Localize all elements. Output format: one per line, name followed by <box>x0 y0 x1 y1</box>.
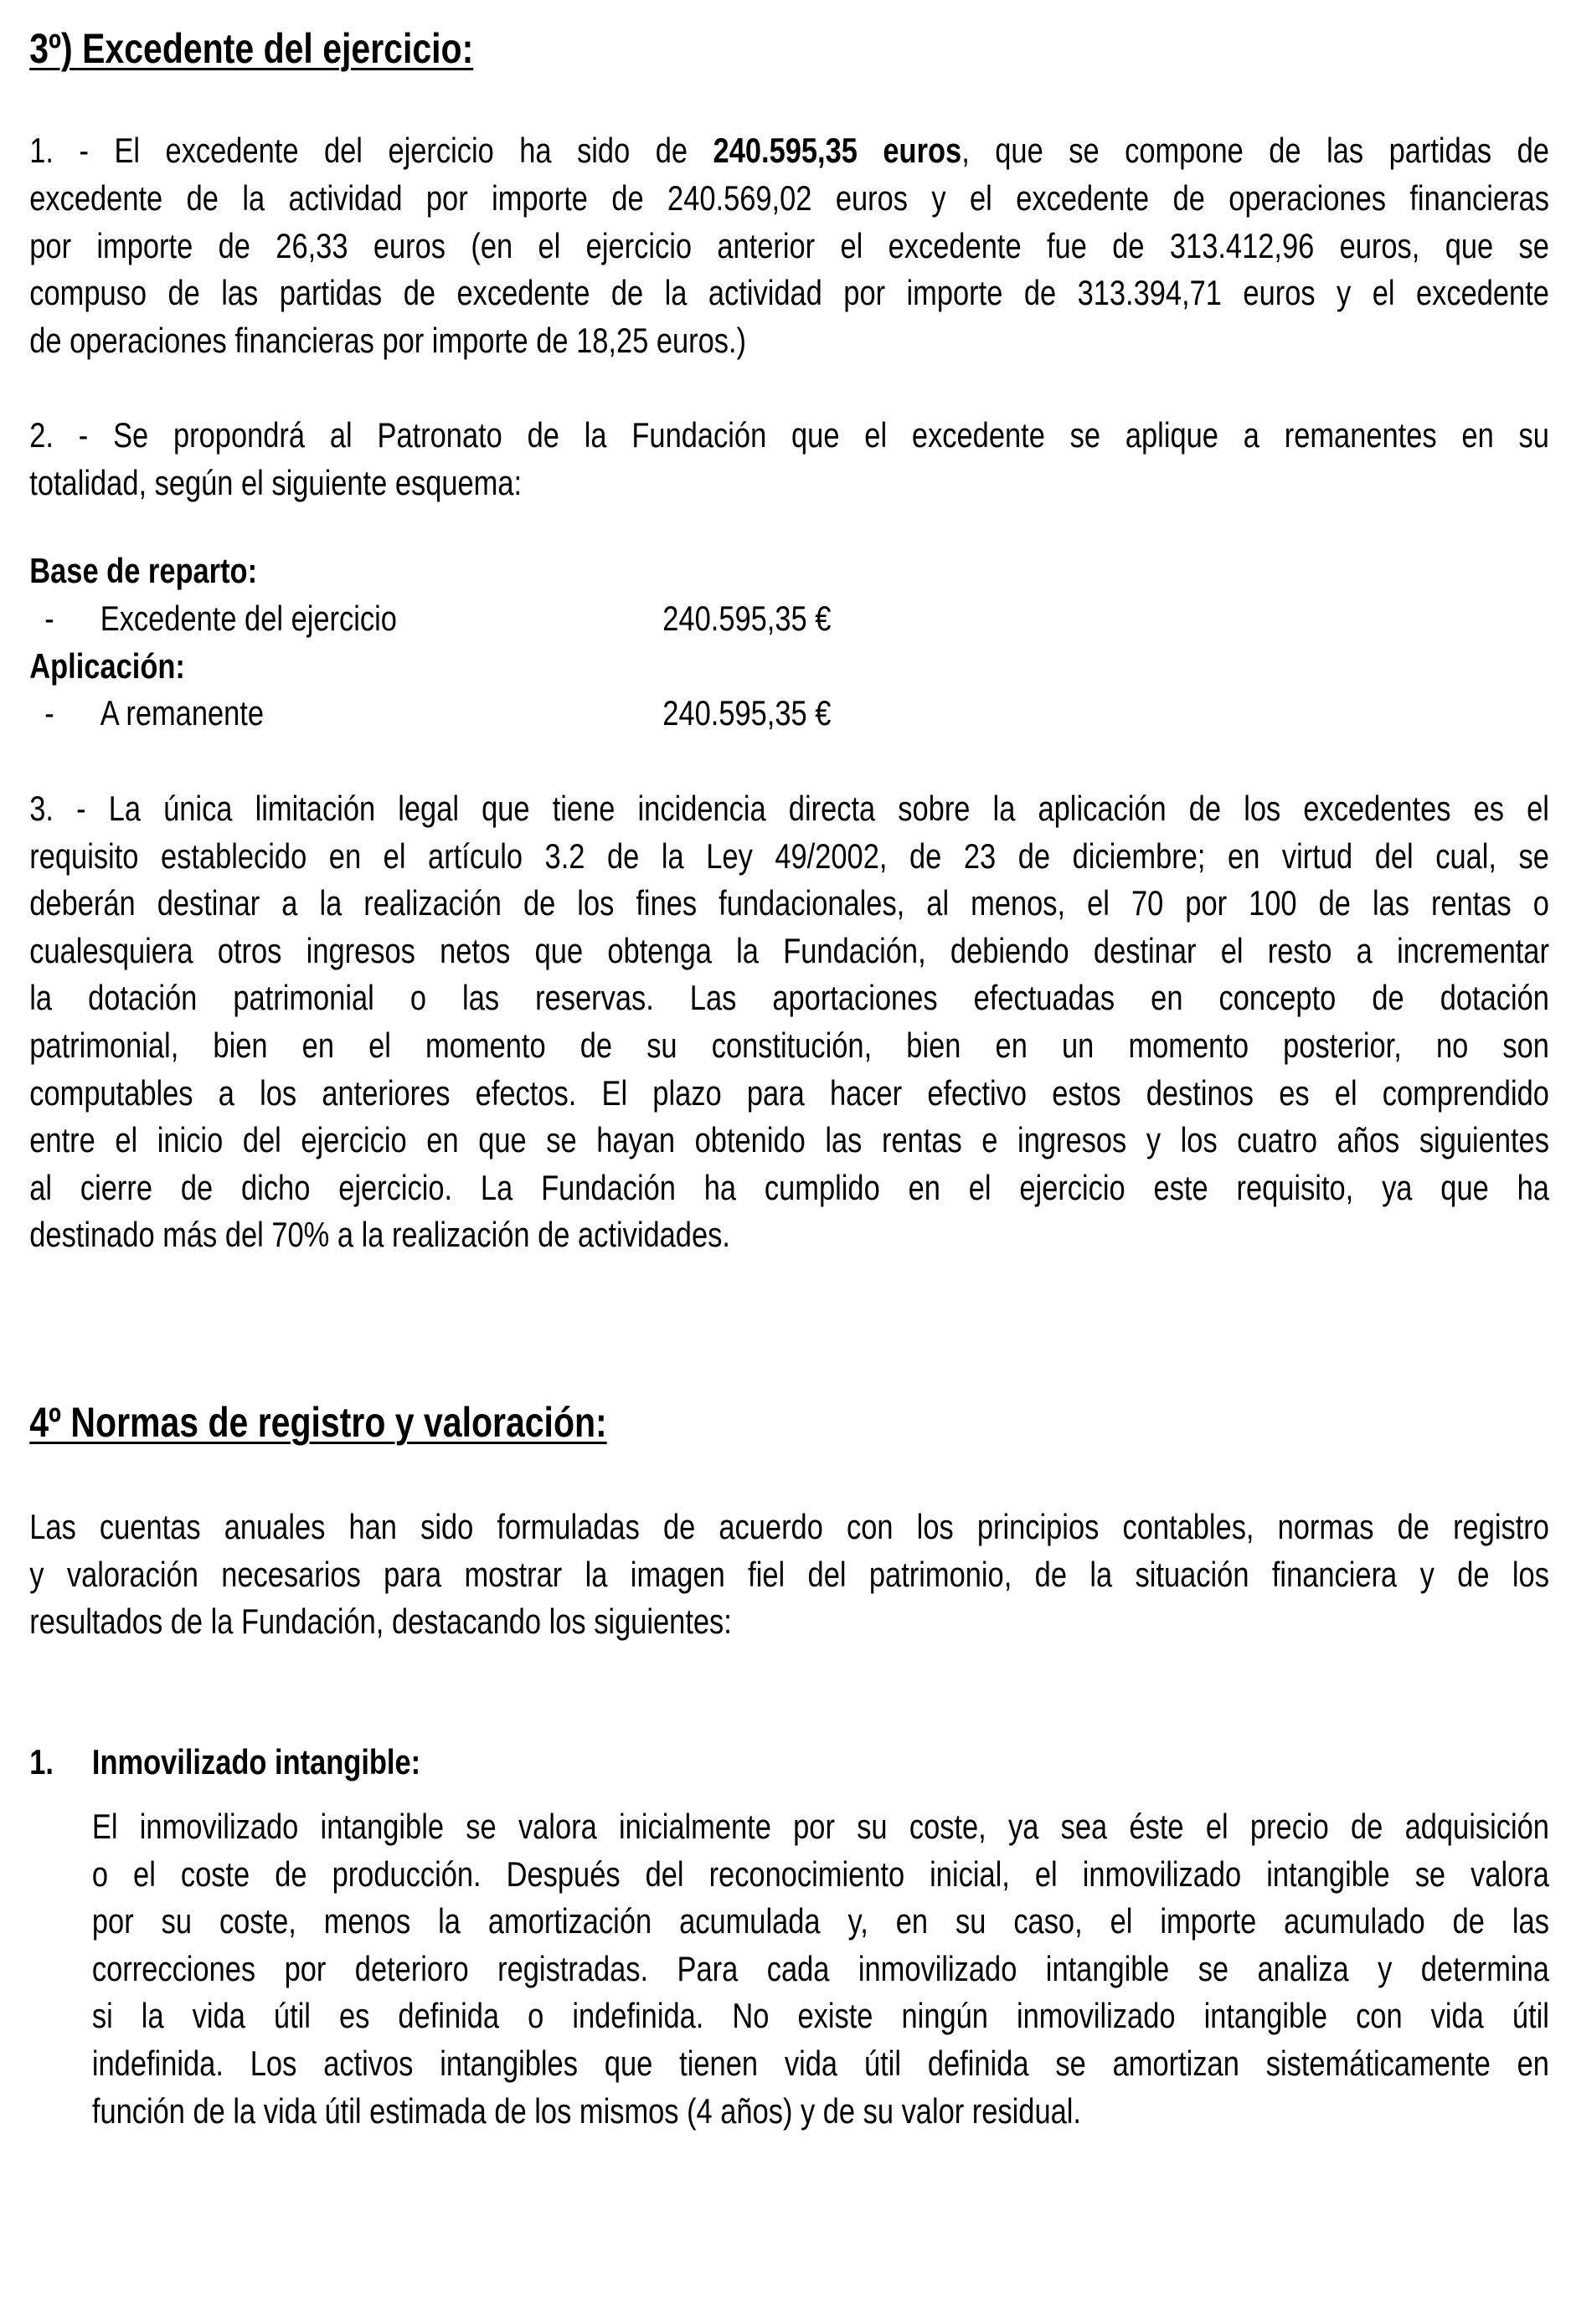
paragraph-line: al cierre de dicho ejercicio. La Fundación ha cumplido en el ejercicio este requisito, ya que ha <box>29 1167 1549 1207</box>
paragraph-line: si la vida útil es definida o indefinida. No existe ningún inmovilizado intangible con vida útil <box>91 1996 1549 2036</box>
paragraph-line: computables a los anteriores efectos. El plazo para hacer efectivo estos destinos es el comprendido <box>29 1072 1549 1113</box>
paragraph-line: 3. - La única limitación legal que tiene incidencia directa sobre la aplicación de los excedentes es el <box>29 789 1549 828</box>
paragraph-line: El inmovilizado intangible se valora inicialmente por su coste, ya sea éste el precio de adquisición <box>91 1807 1549 1846</box>
paragraph-line: destinado más del 70% a la realización de actividades. <box>29 1215 730 1255</box>
paragraph-line: por importe de 26,33 euros (en el ejercicio anterior el excedente fue de 313.412,96 euros, que se <box>29 225 1549 265</box>
base-item-label: Excedente del ejercicio <box>100 599 397 638</box>
paragraph-line: de operaciones financieras por importe de 18,25 euros.) <box>29 320 747 360</box>
paragraph-line: 2. - Se propondrá al Patronato de la Fundación que el excedente se aplique a remanentes en su <box>29 415 1549 455</box>
paragraph-line: y valoración necesarios para mostrar la imagen fiel del patrimonio, de la situación financiera y de los <box>29 1554 1549 1594</box>
paragraph-line: cualesquiera otros ingresos netos que obtenga la Fundación, debiendo destinar el resto a incrementar <box>29 930 1549 970</box>
surplus-amount: 240.595,35 euros <box>713 131 962 170</box>
paragraph-line: correcciones por deterioro registradas. Para cada inmovilizado intangible se analiza y determina <box>91 1948 1549 1988</box>
section-4-heading: 4º Normas de registro y valoración: <box>29 1399 607 1446</box>
paragraph-1-line <box>29 126 1549 174</box>
base-item-amount: 240.595,35 € <box>662 599 832 638</box>
application-label: Aplicación: <box>29 646 185 686</box>
paragraph-line: resultados de la Fundación, destacando los siguientes: <box>29 1602 732 1642</box>
paragraph-line: o el coste de producción. Después del reconocimiento inicial, el inmovilizado intangible se valora <box>91 1854 1549 1894</box>
paragraph-line: función de la vida útil estimada de los mismos (4 años) y de su valor residual. <box>91 2090 1081 2131</box>
paragraph-line: compuso de las partidas de excedente de la actividad por importe de 313.394,71 euros y el excedente <box>29 273 1549 313</box>
section-3-heading: 3º) Excedente del ejercicio: <box>29 25 474 72</box>
item-number: 1. <box>29 1742 54 1782</box>
paragraph-line: deberán destinar a la realización de los fines fundacionales, al menos, el 70 por 100 de las rentas o <box>29 883 1549 923</box>
paragraph-line: por su coste, menos la amortización acumulada y, en su caso, el importe acumulado de las <box>91 1901 1549 1941</box>
application-item-amount: 240.595,35 € <box>662 693 832 733</box>
paragraph-line: requisito establecido en el artículo 3.2 de la Ley 49/2002, de 23 de diciembre; en virtud del cual, se <box>29 836 1549 876</box>
paragraph-line: entre el inicio del ejercicio en que se hayan obtenido las rentas e ingresos y los cuatro años siguientes <box>29 1120 1549 1160</box>
paragraph-line: excedente de la actividad por importe de 240.569,02 euros y el excedente de operaciones financieras <box>29 178 1549 218</box>
text: , que se compone de las partidas de <box>961 131 1549 170</box>
paragraph-line: la dotación patrimonial o las reservas. Las aportaciones efectuadas en concepto de dotación <box>29 978 1549 1018</box>
list-dash: - <box>44 693 54 733</box>
paragraph-line: Las cuentas anuales han sido formuladas de acuerdo con los principios contables, normas de registro <box>29 1507 1549 1546</box>
item-title: Inmovilizado intangible: <box>91 1742 421 1782</box>
list-dash: - <box>44 599 54 638</box>
paragraph-line: indefinida. Los activos intangibles que tienen vida útil definida se amortizan sistemáticamente en <box>91 2044 1549 2083</box>
paragraph-line: patrimonial, bien en el momento de su constitución, bien en un momento posterior, no son <box>29 1026 1549 1065</box>
text: 1. - El excedente del ejercicio ha sido de <box>29 131 713 170</box>
paragraph-line: totalidad, según el siguiente esquema: <box>29 462 523 502</box>
application-item-label: A remanente <box>100 693 265 733</box>
base-label: Base de reparto: <box>29 551 258 590</box>
